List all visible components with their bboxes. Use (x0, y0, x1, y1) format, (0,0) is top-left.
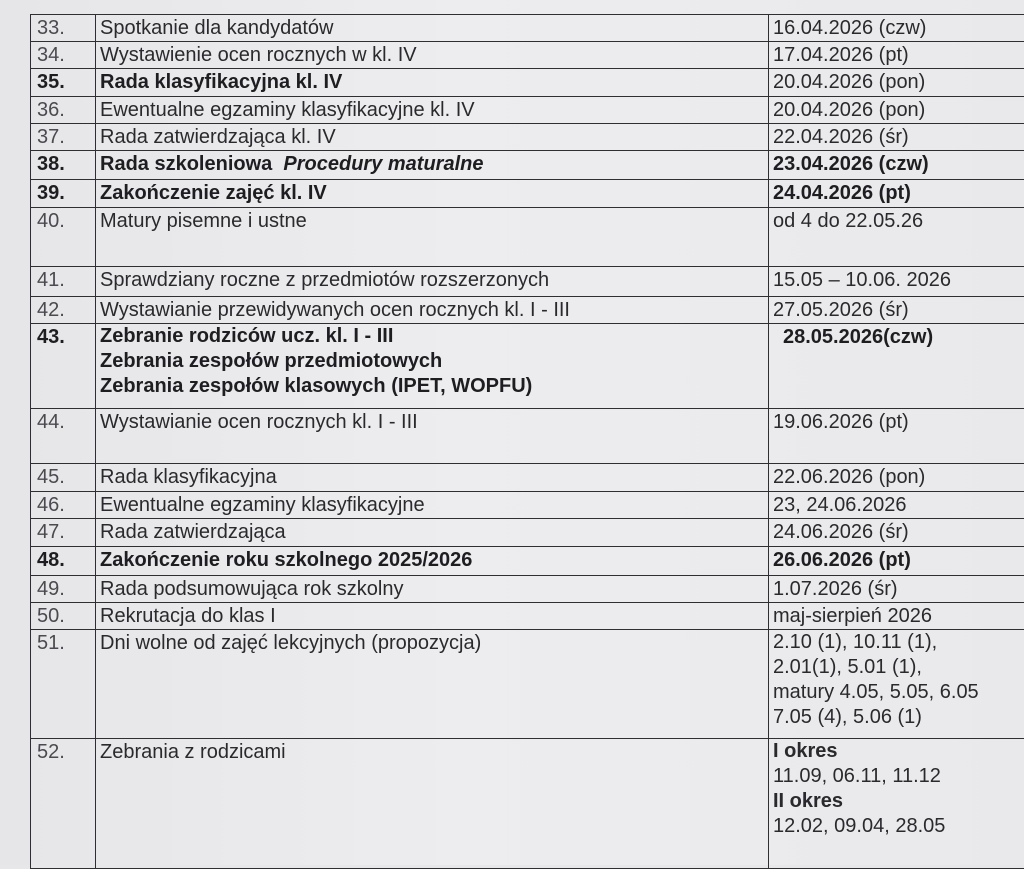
table-row (31, 492, 1024, 519)
row-number: 51. (31, 630, 96, 739)
row-description: Rada zatwierdzająca (96, 519, 769, 547)
row-description: Zakończenie roku szkolnego 2025/2026 (96, 547, 769, 576)
row-number: 44. (31, 409, 96, 464)
description-italic: Procedury maturalne (283, 153, 483, 175)
row-number: 49. (31, 576, 96, 603)
row-description: Rada zatwierdzająca kl. IV (96, 124, 769, 151)
date-line: 2.10 (1), 10.11 (1), (773, 630, 1024, 655)
table-row (31, 15, 1024, 42)
table-row (31, 42, 1024, 69)
table-row (31, 603, 1024, 630)
row-description: Rada podsumowująca rok szkolny (96, 576, 769, 603)
row-number: 34. (31, 42, 96, 69)
row-date (769, 630, 1024, 739)
row-number: 52. (31, 739, 96, 869)
row-number: 47. (31, 519, 96, 547)
table-row (31, 124, 1024, 151)
table-row (31, 324, 1024, 409)
row-date: 26.06.2026 (pt) (769, 547, 1024, 576)
table-row (31, 630, 1024, 739)
row-number: 40. (31, 208, 96, 267)
row-description: Spotkanie dla kandydatów (96, 15, 769, 42)
date-line: II okres (773, 789, 1024, 814)
row-date: 24.06.2026 (śr) (769, 519, 1024, 547)
row-description: Ewentualne egzaminy klasyfikacyjne kl. IV (96, 97, 769, 124)
row-description: Rada klasyfikacyjna kl. IV (96, 69, 769, 97)
table-row (31, 208, 1024, 267)
row-number: 46. (31, 492, 96, 519)
date-line: 12.02, 09.04, 28.05 (773, 814, 1024, 839)
row-number: 48. (31, 547, 96, 576)
row-date: 1.07.2026 (śr) (769, 576, 1024, 603)
row-description: Sprawdziany roczne z przedmiotów rozszerzonych (96, 267, 769, 297)
row-description: Wystawienie ocen rocznych w kl. IV (96, 42, 769, 69)
row-number: 35. (31, 69, 96, 97)
row-number: 45. (31, 464, 96, 492)
row-description: Zebrania z rodzicami (96, 739, 769, 869)
date-line: I okres (773, 739, 1024, 764)
row-description (96, 151, 769, 180)
row-description: Rada klasyfikacyjna (96, 464, 769, 492)
row-date: 24.04.2026 (pt) (769, 180, 1024, 208)
table-row (31, 409, 1024, 464)
row-number: 36. (31, 97, 96, 124)
row-date: 27.05.2026 (śr) (769, 297, 1024, 324)
row-date: 23, 24.06.2026 (769, 492, 1024, 519)
row-date: 22.06.2026 (pon) (769, 464, 1024, 492)
row-date: 16.04.2026 (czw) (769, 15, 1024, 42)
row-number: 33. (31, 15, 96, 42)
table-row (31, 180, 1024, 208)
row-number: 50. (31, 603, 96, 630)
date-line: matury 4.05, 5.05, 6.05 (773, 680, 1024, 705)
row-date: 23.04.2026 (czw) (769, 151, 1024, 180)
date-line: 7.05 (4), 5.06 (1) (773, 705, 1024, 730)
row-number: 39. (31, 180, 96, 208)
row-date: 28.05.2026(czw) (769, 324, 1024, 409)
row-date: 15.05 – 10.06. 2026 (769, 267, 1024, 297)
date-line: 2.01(1), 5.01 (1), (773, 655, 1024, 680)
row-date: 17.04.2026 (pt) (769, 42, 1024, 69)
row-description: Wystawianie przewidywanych ocen rocznych kl. I - III (96, 297, 769, 324)
row-number: 41. (31, 267, 96, 297)
table-row (31, 297, 1024, 324)
row-description: Dni wolne od zajęć lekcyjnych (propozycja) (96, 630, 769, 739)
row-number: 38. (31, 151, 96, 180)
row-description: Matury pisemne i ustne (96, 208, 769, 267)
table-row (31, 576, 1024, 603)
row-description: Wystawianie ocen rocznych kl. I - III (96, 409, 769, 464)
table-row (31, 151, 1024, 180)
table-row (31, 519, 1024, 547)
table-row (31, 267, 1024, 297)
row-date: 19.06.2026 (pt) (769, 409, 1024, 464)
row-date: 20.04.2026 (pon) (769, 97, 1024, 124)
row-date: maj-sierpień 2026 (769, 603, 1024, 630)
table-row (31, 547, 1024, 576)
description-main: Rada szkoleniowa (100, 153, 272, 175)
row-date: 22.04.2026 (śr) (769, 124, 1024, 151)
table-row (31, 739, 1024, 869)
row-description: Ewentualne egzaminy klasyfikacyjne (96, 492, 769, 519)
table-row (31, 97, 1024, 124)
date-line: 11.09, 06.11, 11.12 (773, 764, 1024, 789)
description-line: Zebrania zespołów klasowych (IPET, WOPFU) (100, 374, 768, 399)
row-description: Rekrutacja do klas I (96, 603, 769, 630)
row-date: 20.04.2026 (pon) (769, 69, 1024, 97)
school-calendar-table (30, 14, 1024, 869)
row-date: od 4 do 22.05.26 (769, 208, 1024, 267)
table-row (31, 464, 1024, 492)
row-description: Zakończenie zajęć kl. IV (96, 180, 769, 208)
row-number: 43. (31, 324, 96, 409)
table-row (31, 69, 1024, 97)
row-number: 37. (31, 124, 96, 151)
row-description (96, 324, 769, 409)
row-number: 42. (31, 297, 96, 324)
description-line: Zebranie rodziców ucz. kl. I - III (100, 324, 768, 349)
description-line: Zebrania zespołów przedmiotowych (100, 349, 768, 374)
row-date (769, 739, 1024, 869)
